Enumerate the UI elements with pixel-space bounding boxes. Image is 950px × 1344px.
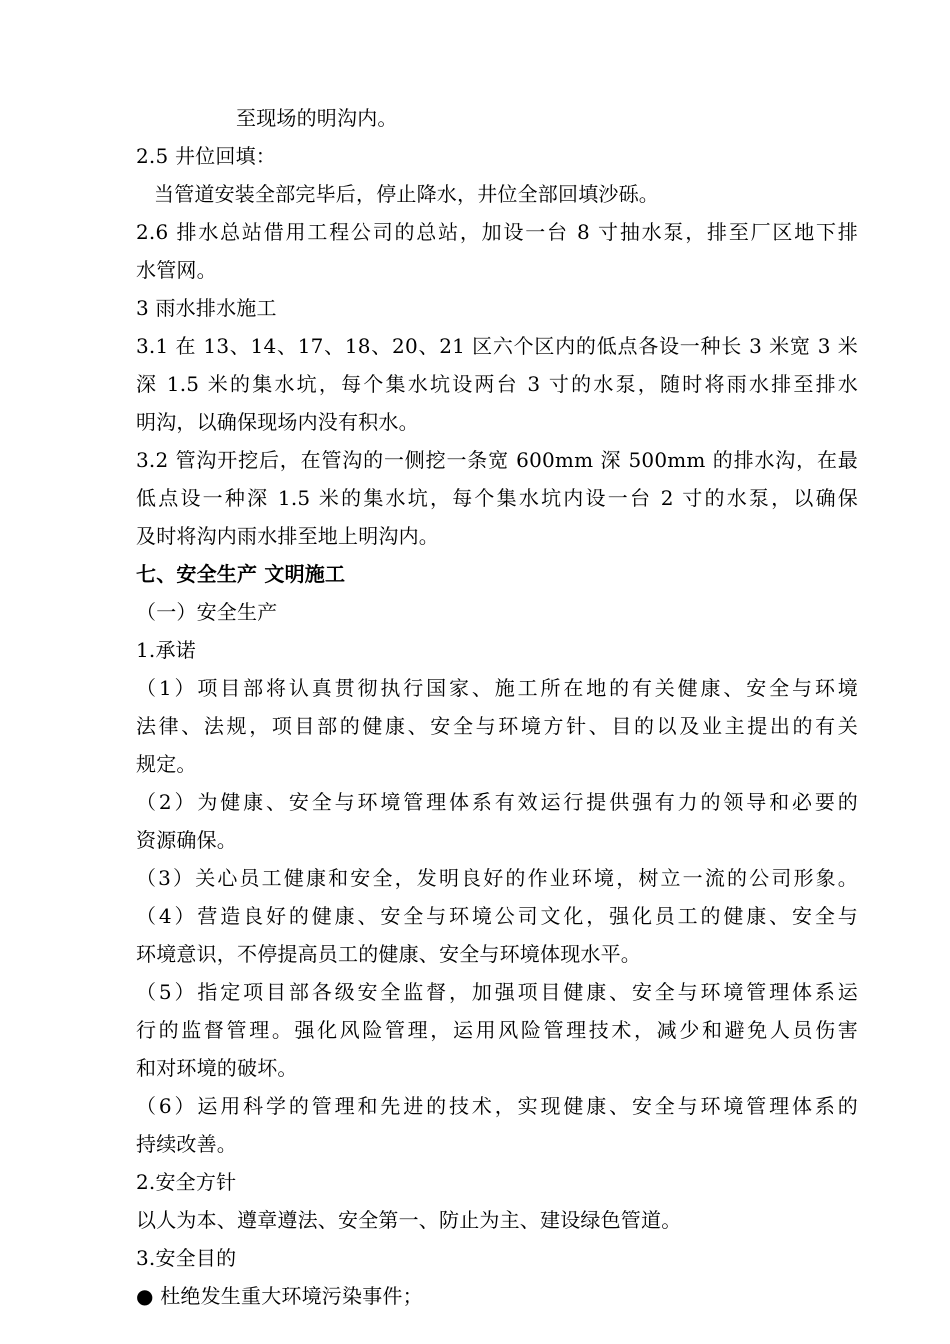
subsection-heading: （一）安全生产 [136, 600, 278, 624]
section-heading: 3.安全目的 [136, 1246, 237, 1270]
paragraph-line: 2.6 排水总站借用工程公司的总站，加设一台 8 寸抽水泵，排至厂区地下排 [136, 220, 858, 244]
section-heading: 2.安全方针 [136, 1170, 237, 1194]
chapter-heading: 七、安全生产 文明施工 [136, 562, 346, 586]
section-heading: 2.5 井位回填： [136, 144, 276, 168]
paragraph-line: （4）营造良好的健康、安全与环境公司文化，强化员工的健康、安全与 [136, 904, 858, 928]
paragraph-line: （1）项目部将认真贯彻执行国家、施工所在地的有关健康、安全与环境 [136, 676, 858, 700]
paragraph-line: 环境意识，不停提高员工的健康、安全与环境体现水平。 [136, 942, 641, 966]
paragraph-line: （2）为健康、安全与环境管理体系有效运行提供强有力的领导和必要的 [136, 790, 858, 814]
paragraph-line: （3）关心员工健康和安全，发明良好的作业环境，树立一流的公司形象。 [136, 866, 858, 890]
paragraph-line: 法律、法规，项目部的健康、安全与环境方针、目的以及业主提出的有关 [136, 714, 858, 738]
paragraph-line: 深 1.5 米的集水坑，每个集水坑设两台 3 寸的水泵，随时将雨水排至排水 [136, 372, 858, 396]
paragraph-line: 行的监督管理。强化风险管理，运用风险管理技术，减少和避免人员伤害 [136, 1018, 858, 1042]
section-heading: 3 雨水排水施工 [136, 296, 277, 320]
paragraph-line: 低点设一种深 1.5 米的集水坑，每个集水坑内设一台 2 寸的水泵，以确保 [136, 486, 858, 510]
paragraph-line: 明沟，以确保现场内没有积水。 [136, 410, 419, 434]
paragraph-line: （5）指定项目部各级安全监督，加强项目健康、安全与环境管理体系运 [136, 980, 858, 1004]
paragraph-line: 资源确保。 [136, 828, 237, 852]
paragraph-line: （6）运用科学的管理和先进的技术，实现健康、安全与环境管理体系的 [136, 1094, 858, 1118]
paragraph-line: 至现场的明沟内。 [236, 106, 398, 130]
section-heading: 1.承诺 [136, 638, 196, 662]
bullet-item: ● 杜绝发生重大环境污染事件； [136, 1284, 423, 1308]
paragraph-line: 规定。 [136, 752, 197, 776]
paragraph-line: 水管网。 [136, 258, 217, 282]
paragraph-line: 以人为本、遵章遵法、安全第一、防止为主、建设绿色管道。 [136, 1208, 682, 1232]
paragraph-line: 持续改善。 [136, 1132, 237, 1156]
paragraph-line: 3.1 在 13、14、17、18、20、21 区六个区内的低点各设一种长 3 米宽 3 米 [136, 334, 858, 358]
paragraph-line: 当管道安装全部完毕后，停止降水，井位全部回填沙砾。 [154, 182, 659, 206]
paragraph-line: 及时将沟内雨水排至地上明沟内。 [136, 524, 439, 548]
paragraph-line: 3.2 管沟开挖后，在管沟的一侧挖一条宽 600mm 深 500mm 的排水沟，在最 [136, 448, 858, 472]
paragraph-line: 和对环境的破坏。 [136, 1056, 298, 1080]
